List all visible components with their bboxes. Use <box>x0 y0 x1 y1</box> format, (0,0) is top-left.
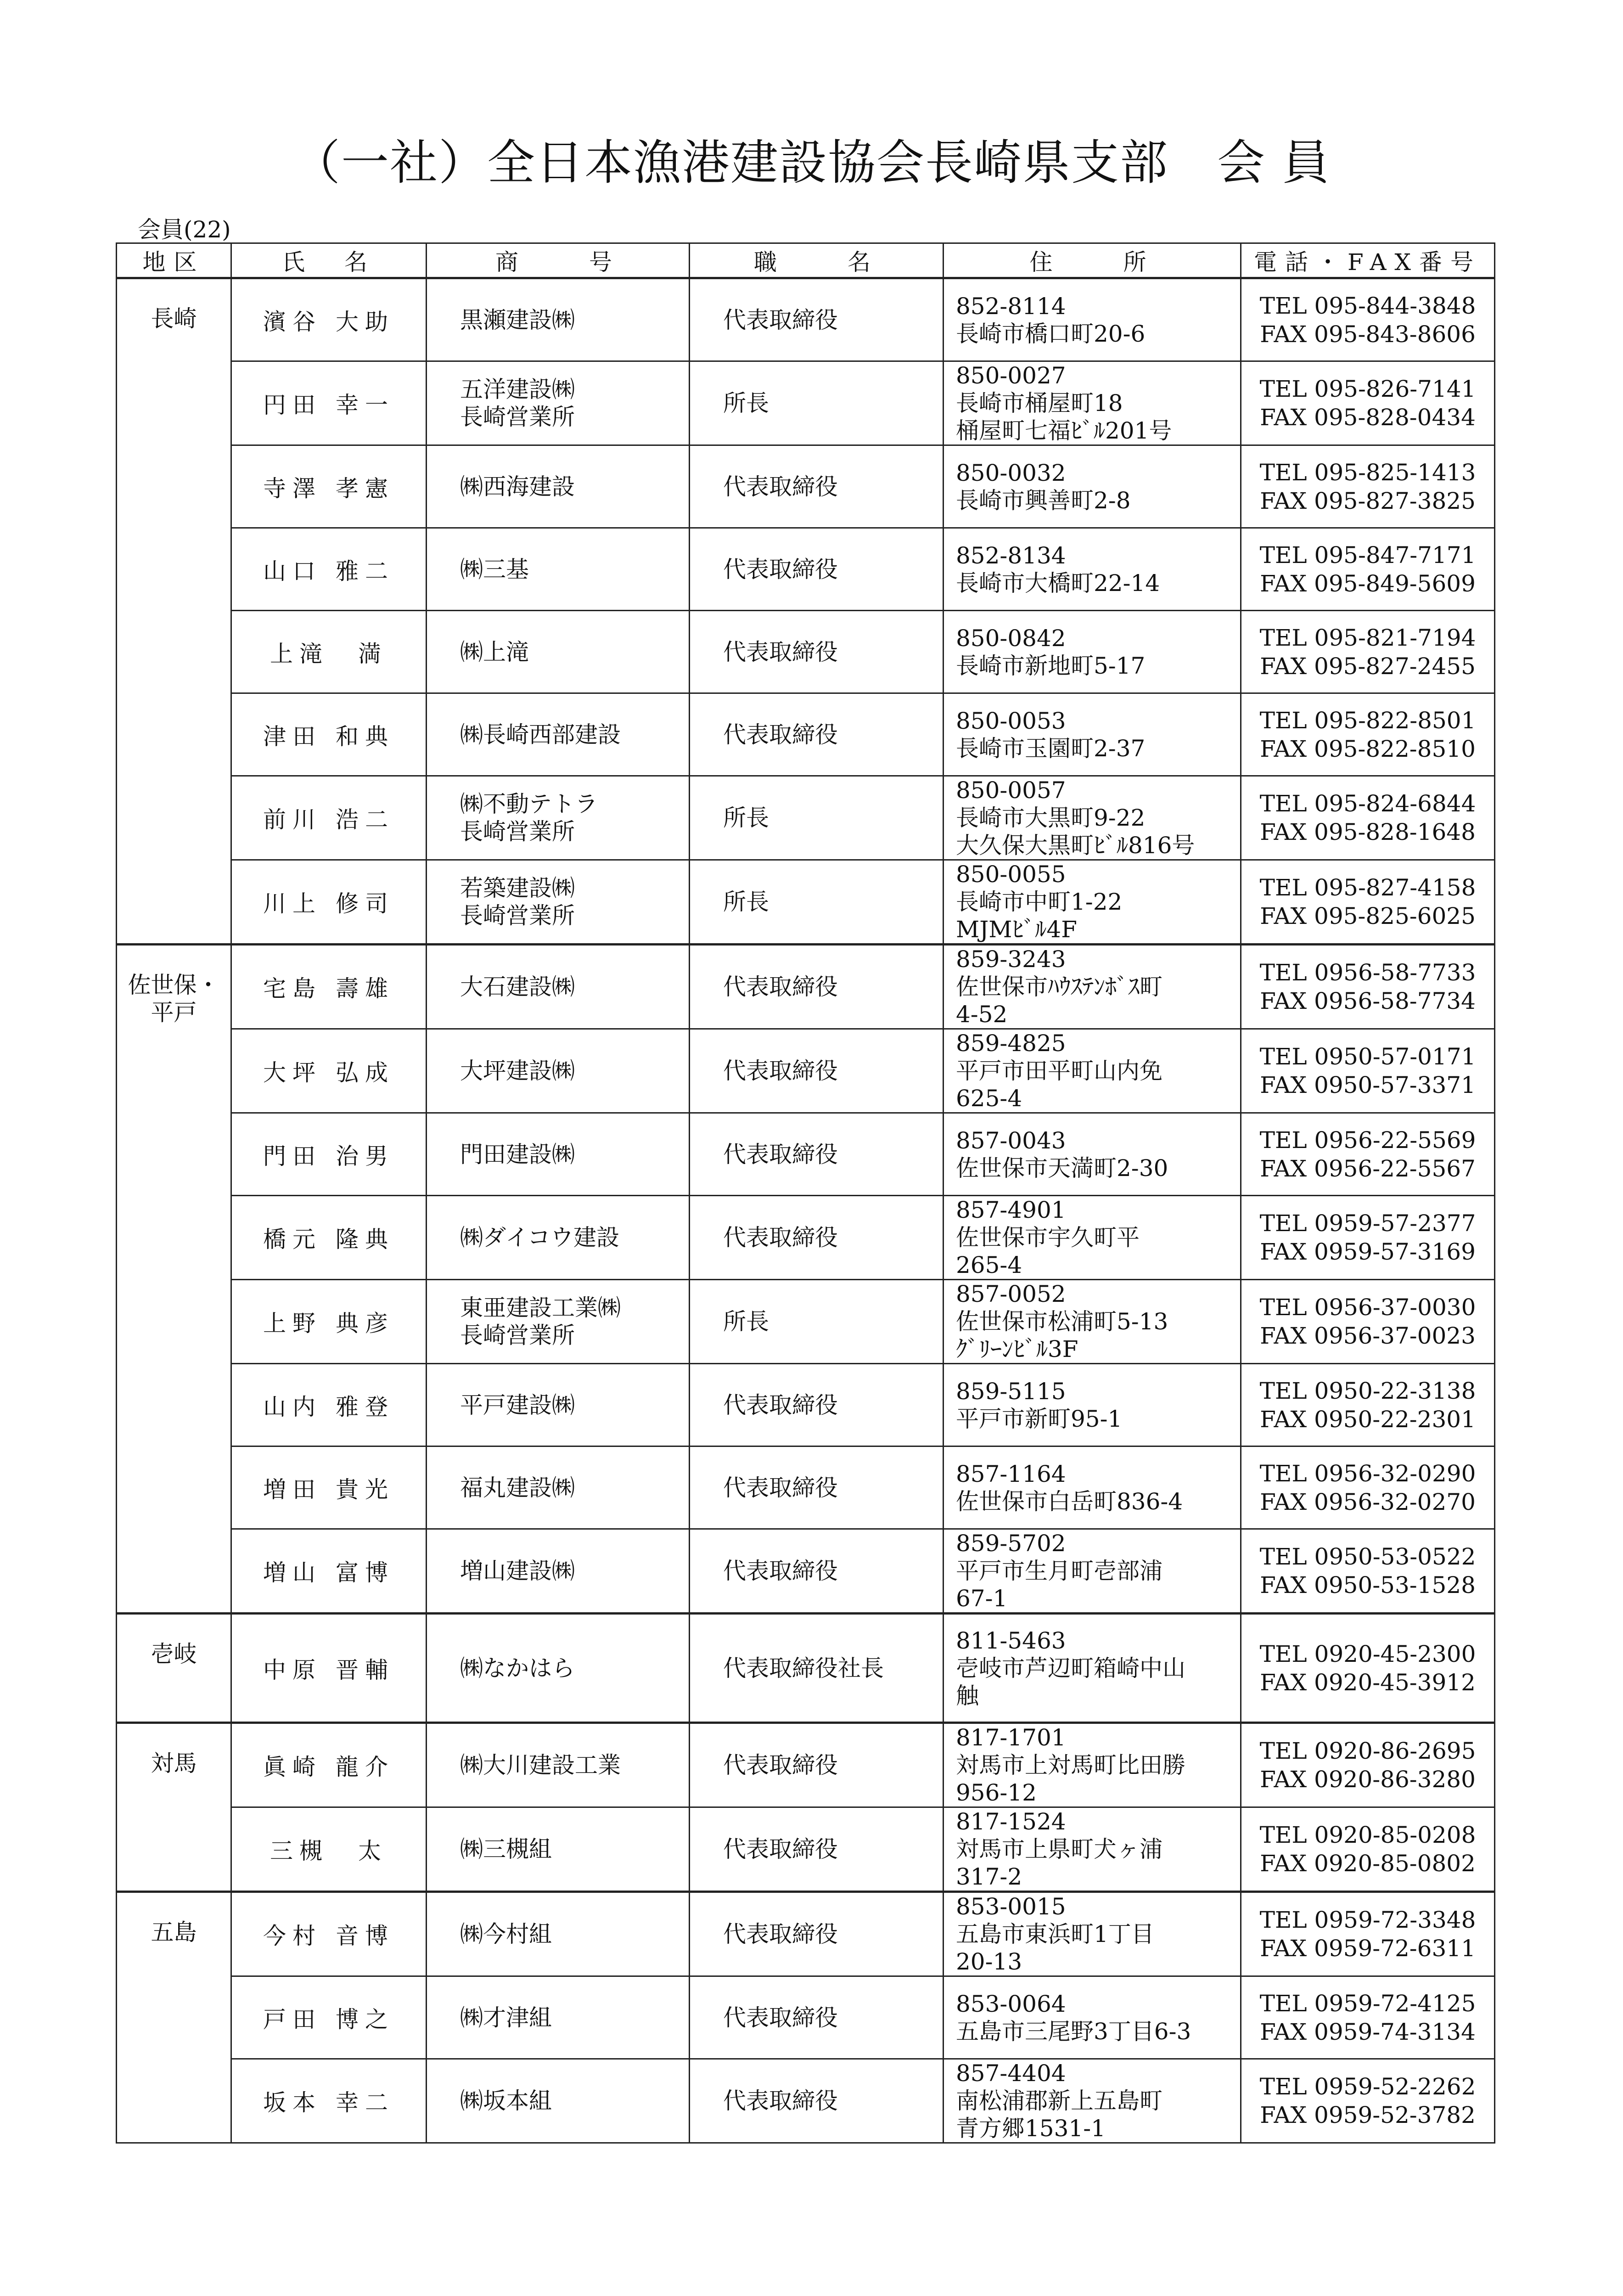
address-line: 平戸市生月町壱部浦 <box>956 1558 1162 1584</box>
fax-number: FAX 095-828-1648 <box>1260 819 1476 845</box>
phone-fax-cell <box>1241 2059 1495 2143</box>
phone-fax-cell <box>1241 1807 1495 1892</box>
member-name: 上滝 満 <box>231 611 427 693</box>
company-line: 長崎営業所 <box>460 902 575 929</box>
member-name: 増山 富博 <box>231 1529 427 1614</box>
address-line: 852-8134 <box>956 542 1066 569</box>
tel-number: TEL 095-826-7141 <box>1259 376 1476 402</box>
company-line: 福丸建設㈱ <box>460 1474 575 1501</box>
position-title: 代表取締役 <box>690 1364 943 1446</box>
company-cell <box>427 445 690 528</box>
company-line: 平戸建設㈱ <box>460 1391 575 1418</box>
company-line: 大坪建設㈱ <box>460 1058 575 1084</box>
address-line: 852-8114 <box>956 293 1066 320</box>
company-cell <box>427 776 690 860</box>
address-line: 長崎市興善町2-8 <box>956 487 1131 514</box>
table-row <box>117 1614 1495 1723</box>
table-row <box>117 860 1495 945</box>
phone-fax-cell <box>1241 1029 1495 1113</box>
table-row <box>117 1976 1495 2059</box>
company-cell <box>427 693 690 776</box>
table-header-row <box>117 243 1495 278</box>
address-line: 長崎市中町1-22 <box>956 889 1123 915</box>
address-line: 857-0043 <box>956 1127 1066 1154</box>
member-name: 戸田 博之 <box>231 1976 427 2059</box>
district-cell: 長崎 <box>117 278 231 945</box>
address-line: ｸﾞﾘｰﾝﾋﾞﾙ3F <box>956 1336 1078 1362</box>
position-title: 代表取締役社長 <box>690 1614 943 1723</box>
tel-number: TEL 095-821-7194 <box>1259 624 1476 651</box>
table-row <box>117 1807 1495 1892</box>
company-cell <box>427 1892 690 1976</box>
member-name: 円田 幸一 <box>231 361 427 445</box>
address-line: 触 <box>956 1682 979 1709</box>
address-line: 対馬市上県町犬ヶ浦 <box>956 1836 1162 1863</box>
position-title: 代表取締役 <box>690 445 943 528</box>
header-company: 商 号 <box>427 243 690 278</box>
member-name: 濱谷 大助 <box>231 278 427 361</box>
address-line: 平戸市田平町山内免 <box>956 1058 1162 1084</box>
header-position: 職 名 <box>690 243 943 278</box>
address-line: 857-4901 <box>956 1197 1066 1223</box>
phone-fax-cell <box>1241 1723 1495 1807</box>
address-cell <box>943 278 1241 361</box>
phone-fax-cell <box>1241 611 1495 693</box>
address-line: 857-4404 <box>956 2060 1066 2087</box>
phone-fax-cell <box>1241 361 1495 445</box>
address-line: 対馬市上対馬町比田勝 <box>956 1752 1185 1778</box>
phone-fax-cell <box>1241 278 1495 361</box>
company-line: ㈱長崎西部建設 <box>460 721 621 748</box>
address-cell <box>943 860 1241 945</box>
tel-number: TEL 0920-86-2695 <box>1259 1738 1476 1764</box>
company-cell <box>427 1029 690 1113</box>
tel-number: TEL 0920-85-0208 <box>1259 1822 1476 1848</box>
company-cell <box>427 1976 690 2059</box>
company-line: ㈱上滝 <box>460 638 529 665</box>
member-name: 門田 治男 <box>231 1113 427 1196</box>
member-name: 前川 浩二 <box>231 776 427 860</box>
position-title: 代表取締役 <box>690 2059 943 2143</box>
address-cell <box>943 445 1241 528</box>
address-line: 857-0052 <box>956 1281 1066 1307</box>
tel-number: TEL 095-847-7171 <box>1259 541 1476 568</box>
company-cell <box>427 1196 690 1280</box>
tel-number: TEL 095-824-6844 <box>1259 790 1476 817</box>
address-line: 桶屋町七福ﾋﾞﾙ201号 <box>956 417 1172 444</box>
member-name: 上野 典彦 <box>231 1280 427 1364</box>
company-line: 門田建設㈱ <box>460 1141 575 1168</box>
address-line: 956-12 <box>956 1779 1037 1806</box>
address-line: 850-0842 <box>956 625 1066 652</box>
company-line: ㈱ダイコウ建設 <box>460 1224 619 1251</box>
address-line: 青方郷1531-1 <box>956 2115 1106 2142</box>
address-line: 850-0027 <box>956 362 1066 389</box>
position-title: 所長 <box>690 860 943 945</box>
table-row <box>117 528 1495 611</box>
district-cell: 佐世保・平戸 <box>117 945 231 1614</box>
position-title: 代表取締役 <box>690 1446 943 1529</box>
district-cell: 五島 <box>117 1892 231 2143</box>
fax-number: FAX 0950-53-1528 <box>1260 1572 1476 1598</box>
member-name: 眞崎 龍介 <box>231 1723 427 1807</box>
address-cell <box>943 776 1241 860</box>
company-line: ㈱三槻組 <box>460 1836 552 1863</box>
address-line: 850-0055 <box>956 861 1066 888</box>
company-cell <box>427 1446 690 1529</box>
fax-number: FAX 0956-32-0270 <box>1260 1488 1476 1515</box>
address-line: MJMﾋﾞﾙ4F <box>956 916 1077 943</box>
address-cell <box>943 1364 1241 1446</box>
address-line: 平戸市新町95-1 <box>956 1405 1123 1432</box>
company-cell <box>427 278 690 361</box>
address-line: 南松浦郡新上五島町 <box>956 2088 1162 2114</box>
company-cell <box>427 2059 690 2143</box>
position-title: 代表取締役 <box>690 1529 943 1614</box>
address-cell <box>943 1280 1241 1364</box>
address-cell <box>943 1614 1241 1723</box>
fax-number: FAX 0950-22-2301 <box>1260 1406 1476 1433</box>
phone-fax-cell <box>1241 693 1495 776</box>
table-row <box>117 278 1495 361</box>
fax-number: FAX 095-825-6025 <box>1260 903 1476 929</box>
address-cell <box>943 1529 1241 1614</box>
table-row <box>117 445 1495 528</box>
member-name: 三槻 太 <box>231 1807 427 1892</box>
fax-number: FAX 0959-74-3134 <box>1260 2018 1476 2045</box>
company-cell <box>427 611 690 693</box>
address-cell <box>943 1113 1241 1196</box>
address-line: 佐世保市宇久町平 <box>956 1224 1140 1251</box>
fax-number: FAX 0959-52-3782 <box>1260 2102 1476 2128</box>
position-title: 代表取締役 <box>690 611 943 693</box>
table-row <box>117 2059 1495 2143</box>
company-line: 大石建設㈱ <box>460 974 575 1000</box>
member-name: 大坪 弘成 <box>231 1029 427 1113</box>
position-title: 所長 <box>690 776 943 860</box>
position-title: 代表取締役 <box>690 1113 943 1196</box>
table-row <box>117 611 1495 693</box>
address-line: 625-4 <box>956 1085 1022 1112</box>
tel-number: TEL 0959-57-2377 <box>1259 1210 1476 1237</box>
page-title: （一社）全日本漁港建設協会長崎県支部 会 員 <box>292 135 1331 191</box>
member-name: 寺澤 孝憲 <box>231 445 427 528</box>
fax-number: FAX 095-849-5609 <box>1260 570 1476 597</box>
fax-number: FAX 095-843-8606 <box>1260 321 1476 348</box>
phone-fax-cell <box>1241 945 1495 1029</box>
address-line: 五島市東浜町1丁目 <box>956 1921 1154 1947</box>
member-name: 宅島 壽雄 <box>231 945 427 1029</box>
company-line: ㈱坂本組 <box>460 2088 552 2114</box>
company-cell <box>427 1723 690 1807</box>
tel-number: TEL 0956-22-5569 <box>1259 1126 1476 1154</box>
company-line: 長崎営業所 <box>460 1322 575 1349</box>
company-cell <box>427 1280 690 1364</box>
address-cell <box>943 1723 1241 1807</box>
phone-fax-cell <box>1241 1976 1495 2059</box>
address-line: 859-3243 <box>956 946 1066 973</box>
address-line: 67-1 <box>956 1585 1008 1612</box>
address-cell <box>943 1196 1241 1280</box>
position-title: 代表取締役 <box>690 1807 943 1892</box>
district-cell: 対馬 <box>117 1723 231 1892</box>
tel-number: TEL 0959-52-2262 <box>1259 2073 1476 2100</box>
member-name: 増田 貴光 <box>231 1446 427 1529</box>
member-name: 今村 音博 <box>231 1892 427 1976</box>
phone-fax-cell <box>1241 1614 1495 1723</box>
position-title: 代表取締役 <box>690 1029 943 1113</box>
table-row <box>117 1029 1495 1113</box>
phone-fax-cell <box>1241 1529 1495 1614</box>
phone-fax-cell <box>1241 1892 1495 1976</box>
address-line: 850-0057 <box>956 777 1066 804</box>
header-address: 住 所 <box>943 243 1241 278</box>
address-cell <box>943 1976 1241 2059</box>
address-line: 長崎市大橋町22-14 <box>956 569 1160 597</box>
member-rows <box>117 278 1495 2143</box>
position-title: 代表取締役 <box>690 1723 943 1807</box>
header-phone-fax: 電話・FAX番号 <box>1241 243 1495 278</box>
fax-number: FAX 0950-57-3371 <box>1260 1072 1476 1098</box>
address-cell <box>943 1029 1241 1113</box>
company-cell <box>427 1807 690 1892</box>
header-name: 氏 名 <box>231 243 427 278</box>
table-row <box>117 1723 1495 1807</box>
company-line: 東亜建設工業㈱ <box>460 1294 621 1321</box>
address-line: 佐世保市白岳町836-4 <box>956 1488 1183 1515</box>
address-cell <box>943 1807 1241 1892</box>
tel-number: TEL 0959-72-3348 <box>1259 1907 1476 1933</box>
address-cell <box>943 361 1241 445</box>
fax-number: FAX 0956-58-7734 <box>1260 988 1476 1014</box>
phone-fax-cell <box>1241 860 1495 945</box>
fax-number: FAX 0920-86-3280 <box>1260 1766 1476 1793</box>
tel-number: TEL 0920-45-2300 <box>1259 1640 1476 1667</box>
address-line: 4-52 <box>956 1001 1008 1028</box>
member-count-caption: 会員(22) <box>138 216 231 243</box>
company-line: ㈱才津組 <box>460 2004 552 2031</box>
address-line: 五島市三尾野3丁目6-3 <box>956 2018 1191 2045</box>
address-line: 317-2 <box>956 1863 1022 1890</box>
address-line: 20-13 <box>956 1948 1022 1975</box>
tel-number: TEL 0950-53-0522 <box>1259 1543 1476 1570</box>
member-name: 山内 雅登 <box>231 1364 427 1446</box>
address-cell <box>943 1892 1241 1976</box>
table-row <box>117 1529 1495 1614</box>
tel-number: TEL 095-825-1413 <box>1259 459 1476 486</box>
table-row <box>117 361 1495 445</box>
fax-number: FAX 0956-22-5567 <box>1260 1155 1476 1182</box>
address-cell <box>943 611 1241 693</box>
company-cell <box>427 1364 690 1446</box>
address-cell <box>943 2059 1241 2143</box>
position-title: 代表取締役 <box>690 1196 943 1280</box>
member-name: 津田 和典 <box>231 693 427 776</box>
table-row <box>117 776 1495 860</box>
address-line: 850-0053 <box>956 707 1066 734</box>
address-line: 佐世保市天満町2-30 <box>956 1154 1168 1182</box>
member-table <box>116 242 1495 2144</box>
company-cell <box>427 1529 690 1614</box>
address-line: 長崎市大黒町9-22 <box>956 805 1146 831</box>
tel-number: TEL 0950-57-0171 <box>1259 1043 1476 1070</box>
address-line: 長崎市桶屋町18 <box>956 390 1123 416</box>
position-title: 代表取締役 <box>690 693 943 776</box>
tel-number: TEL 095-844-3848 <box>1259 292 1476 319</box>
phone-fax-cell <box>1241 776 1495 860</box>
address-line: 853-0064 <box>956 1990 1066 2017</box>
table-row <box>117 1446 1495 1529</box>
company-cell <box>427 1614 690 1723</box>
address-line: 長崎市橋口町20-6 <box>956 320 1146 347</box>
phone-fax-cell <box>1241 1196 1495 1280</box>
header-district: 地区 <box>117 243 231 278</box>
position-title: 代表取締役 <box>690 528 943 611</box>
fax-number: FAX 095-828-0434 <box>1260 404 1476 431</box>
table-row <box>117 693 1495 776</box>
position-title: 代表取締役 <box>690 1892 943 1976</box>
member-name: 橋元 隆典 <box>231 1196 427 1280</box>
phone-fax-cell <box>1241 445 1495 528</box>
member-name: 川上 修司 <box>231 860 427 945</box>
company-line: ㈱不動テトラ <box>460 791 598 817</box>
fax-number: FAX 0959-57-3169 <box>1260 1238 1476 1265</box>
address-line: 859-5115 <box>956 1378 1066 1405</box>
address-line: 817-1524 <box>956 1808 1066 1835</box>
address-cell <box>943 1446 1241 1529</box>
member-name: 坂本 幸二 <box>231 2059 427 2143</box>
fax-number: FAX 095-827-3825 <box>1260 487 1476 514</box>
company-line: 若築建設㈱ <box>460 875 575 901</box>
tel-number: TEL 0950-22-3138 <box>1259 1377 1476 1404</box>
position-title: 所長 <box>690 1280 943 1364</box>
tel-number: TEL 095-827-4158 <box>1259 874 1476 901</box>
company-line: ㈱なかはら <box>460 1654 575 1682</box>
phone-fax-cell <box>1241 1364 1495 1446</box>
tel-number: TEL 0959-72-4125 <box>1259 1990 1476 2017</box>
address-line: 853-0015 <box>956 1893 1066 1920</box>
address-cell <box>943 693 1241 776</box>
tel-number: TEL 0956-32-0290 <box>1259 1460 1476 1487</box>
tel-number: TEL 095-822-8501 <box>1259 707 1476 734</box>
address-line: 佐世保市松浦町5-13 <box>956 1308 1168 1335</box>
company-line: 増山建設㈱ <box>460 1558 575 1584</box>
table-row <box>117 1280 1495 1364</box>
company-line: ㈱大川建設工業 <box>460 1752 621 1778</box>
company-line: 長崎営業所 <box>460 818 575 845</box>
company-line: ㈱今村組 <box>460 1921 552 1947</box>
address-line: 859-4825 <box>956 1030 1066 1057</box>
address-line: 857-1164 <box>956 1460 1066 1487</box>
company-line: 長崎営業所 <box>460 404 575 430</box>
address-line: 佐世保市ﾊｳｽﾃﾝﾎﾞｽ町 <box>956 974 1162 1000</box>
fax-number: FAX 0920-85-0802 <box>1260 1850 1476 1877</box>
address-line: 817-1701 <box>956 1724 1066 1751</box>
company-line: ㈱西海建設 <box>460 473 575 500</box>
address-line: 長崎市玉園町2-37 <box>956 735 1146 762</box>
table-row <box>117 1113 1495 1196</box>
address-cell <box>943 528 1241 611</box>
address-line: 壱岐市芦辺町箱崎中山 <box>956 1654 1185 1682</box>
address-line: 長崎市新地町5-17 <box>956 652 1146 679</box>
address-cell <box>943 945 1241 1029</box>
phone-fax-cell <box>1241 1280 1495 1364</box>
table-row <box>117 945 1495 1029</box>
company-cell <box>427 860 690 945</box>
fax-number: FAX 0920-45-3912 <box>1260 1669 1476 1696</box>
district-cell: 壱岐 <box>117 1614 231 1723</box>
table-row <box>117 1364 1495 1446</box>
fax-number: FAX 095-827-2455 <box>1260 653 1476 680</box>
phone-fax-cell <box>1241 528 1495 611</box>
member-name: 山口 雅二 <box>231 528 427 611</box>
address-line: 850-0032 <box>956 459 1066 486</box>
position-title: 代表取締役 <box>690 278 943 361</box>
fax-number: FAX 0959-72-6311 <box>1260 1935 1476 1962</box>
tel-number: TEL 0956-37-0030 <box>1259 1294 1476 1321</box>
position-title: 所長 <box>690 361 943 445</box>
address-line: 大久保大黒町ﾋﾞﾙ816号 <box>956 832 1195 859</box>
table-row <box>117 1892 1495 1976</box>
company-cell <box>427 361 690 445</box>
table-row <box>117 1196 1495 1280</box>
tel-number: TEL 0956-58-7733 <box>1259 959 1476 986</box>
address-line: 265-4 <box>956 1252 1022 1278</box>
member-name: 中原 晋輔 <box>231 1614 427 1723</box>
company-line: 黒瀬建設㈱ <box>460 306 575 333</box>
company-cell <box>427 1113 690 1196</box>
company-line: ㈱三基 <box>460 556 529 583</box>
position-title: 代表取締役 <box>690 945 943 1029</box>
phone-fax-cell <box>1241 1113 1495 1196</box>
fax-number: FAX 0956-37-0023 <box>1260 1322 1476 1349</box>
phone-fax-cell <box>1241 1446 1495 1529</box>
address-line: 811-5463 <box>956 1627 1066 1654</box>
fax-number: FAX 095-822-8510 <box>1260 735 1476 762</box>
company-line: 五洋建設㈱ <box>460 376 575 403</box>
company-cell <box>427 528 690 611</box>
company-cell <box>427 945 690 1029</box>
position-title: 代表取締役 <box>690 1976 943 2059</box>
address-line: 859-5702 <box>956 1530 1066 1557</box>
